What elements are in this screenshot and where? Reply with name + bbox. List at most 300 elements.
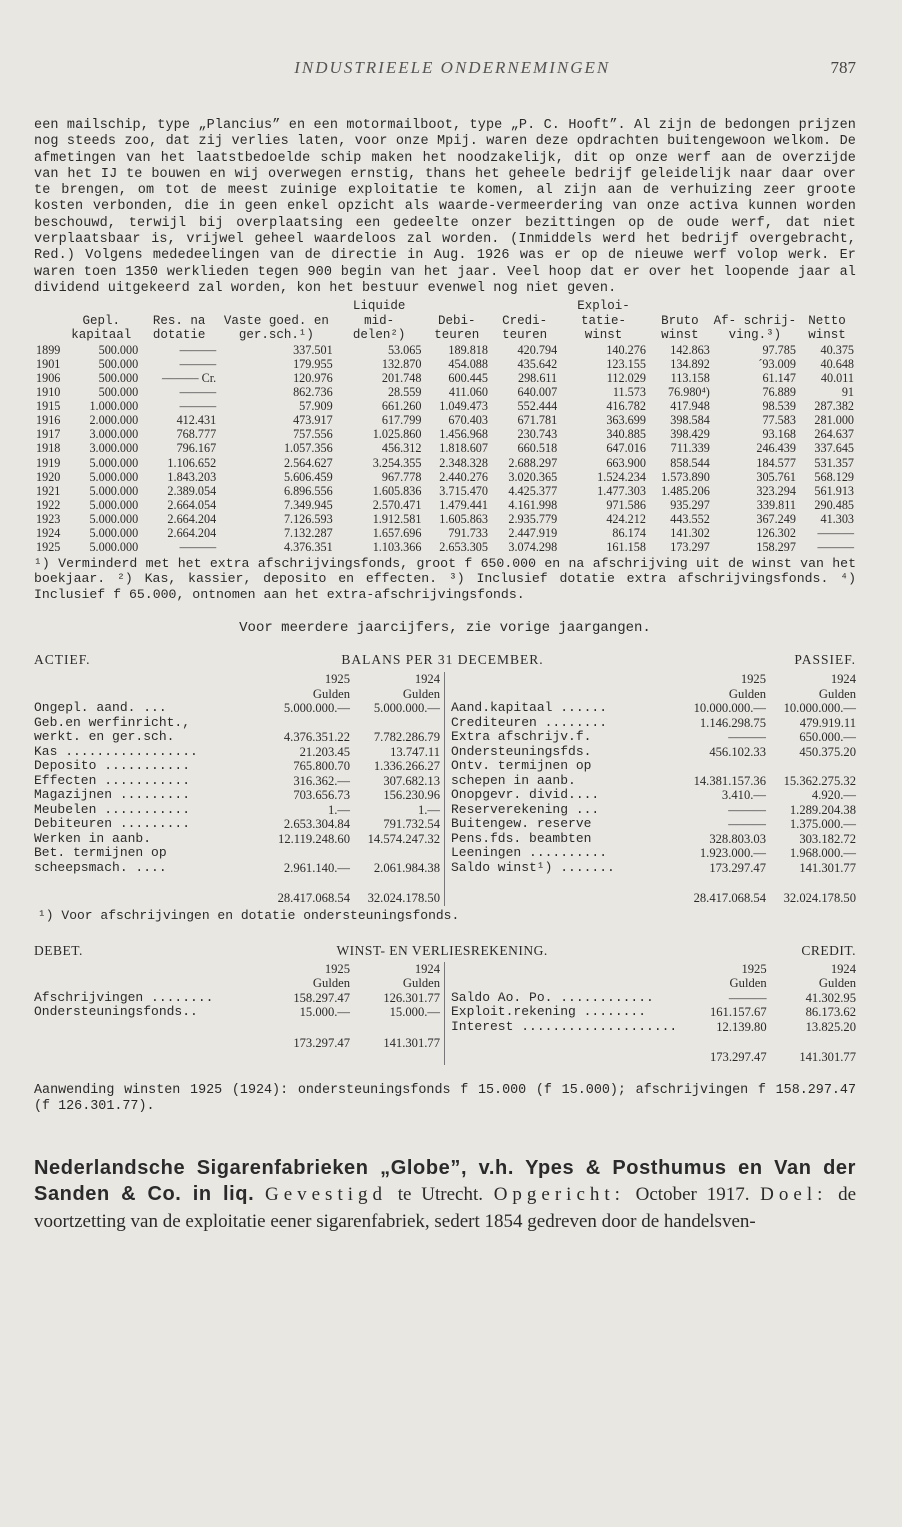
history-cell: 1.057.356 <box>283 441 333 456</box>
ledger-value: ——— <box>728 817 766 832</box>
ledger-row <box>451 701 856 716</box>
ledger-value: 1.336.266.27 <box>373 759 440 774</box>
history-cell: 363.699 <box>606 413 646 428</box>
ledger-value: 12.119.248.60 <box>278 831 350 846</box>
history-cell: 1.477.303 <box>597 483 646 498</box>
history-cell: 76.889 <box>762 385 796 400</box>
ledger-total-row <box>34 1020 440 1051</box>
ledger-value: 1.289.204.38 <box>789 802 856 817</box>
ledger-row <box>451 745 856 760</box>
history-row <box>34 456 856 470</box>
history-cell: 3.020.365 <box>508 469 558 484</box>
passief-table <box>451 672 856 906</box>
history-cell: ——— Cr. <box>162 370 217 385</box>
history-cell: 500.000 <box>98 342 139 357</box>
history-cell: 132.870 <box>381 356 422 371</box>
ledger-value: 5.000.000.— <box>283 701 350 716</box>
ledger-total: 141.301.77 <box>383 1035 440 1050</box>
ledger-row <box>34 730 440 745</box>
ledger-value: ——— <box>728 802 766 817</box>
ledger-value: 4.376.351.22 <box>283 730 350 745</box>
company-location: te Utrecht. <box>397 1183 484 1205</box>
ledger-row <box>34 716 440 731</box>
history-cell: ——— <box>817 540 854 555</box>
history-cell: 281.000 <box>814 413 854 428</box>
ledger-value: 10.000.000.— <box>783 701 856 716</box>
year-header: 1924 <box>830 672 856 687</box>
ledger-label: Bet. termijnen op <box>34 846 167 861</box>
history-cell: 768.777 <box>176 427 217 442</box>
history-row <box>34 385 856 399</box>
ledger-total: 32.024.178.50 <box>367 891 440 906</box>
history-cell: 500.000 <box>98 356 139 371</box>
ledger-label: Onopgevr. divid.... <box>451 788 600 803</box>
ledger-value: 1.— <box>417 802 440 817</box>
ledger-value: 7.782.286.79 <box>373 730 440 745</box>
ledger-label: werkt. en ger.sch. <box>34 730 175 745</box>
history-cell: 4.425.377 <box>508 483 558 498</box>
ledger-label: Deposito ........... <box>34 759 191 774</box>
ledger-total-row <box>34 875 440 906</box>
ledger-value: 2.061.984.38 <box>373 860 440 875</box>
ledger-value: 1.923.000.— <box>699 846 766 861</box>
ledger-row <box>451 730 856 745</box>
history-cell: 298.611 <box>517 370 558 385</box>
ledger-value: 303.182.72 <box>799 831 856 846</box>
gevestigd-label: Gevestigd <box>264 1183 388 1205</box>
year-header: 1925 <box>324 672 350 687</box>
history-cell: 126.302 <box>756 525 796 540</box>
history-cell: 340.885 <box>606 427 646 442</box>
unit-header: Gulden <box>818 976 856 991</box>
profit-loss-account <box>34 962 856 1065</box>
ledger-row <box>34 832 440 847</box>
unit-header: Gulden <box>818 686 856 701</box>
history-cell: 41.303 <box>820 511 854 526</box>
ledger-label: schepen in aanb. <box>451 773 576 788</box>
history-year: 1925 <box>36 540 61 555</box>
pl-debet-column <box>34 962 445 1065</box>
history-cell: 140.276 <box>606 342 646 357</box>
ledger-row <box>34 817 440 832</box>
history-cell: 2.348.328 <box>439 455 488 470</box>
history-row <box>34 343 856 357</box>
history-cell: 337.501 <box>293 342 333 357</box>
ledger-label: Extra afschrijv.f. <box>451 730 592 745</box>
history-cell: 142.863 <box>670 342 710 357</box>
history-cell: ——— <box>179 342 217 357</box>
history-column-header: Bruto winst <box>661 313 699 343</box>
history-cell: ——— <box>179 356 217 371</box>
ledger-row <box>34 759 440 774</box>
history-cell: 3.074.298 <box>508 540 558 555</box>
ledger-value: 10.000.000.— <box>693 701 766 716</box>
history-column-header: Vaste goed. en ger.sch.¹) <box>223 313 329 343</box>
history-cell: 398.429 <box>670 427 710 442</box>
page-number: 787 <box>830 58 856 77</box>
ledger-row <box>451 774 856 789</box>
history-cell: 77.583 <box>762 413 796 428</box>
history-cell: 5.000.000 <box>89 540 139 555</box>
history-cell: 11.573 <box>612 385 646 400</box>
history-cell: 2.000.000 <box>89 413 139 428</box>
ledger-row <box>451 832 856 847</box>
ledger-value: 3.410.— <box>721 788 766 803</box>
ledger-label: Magazijnen ......... <box>34 788 191 803</box>
blank-cell <box>34 962 260 977</box>
ledger-value: 86.173.62 <box>805 1005 856 1020</box>
history-year: 1910 <box>36 385 61 400</box>
history-cell: 1.912.581 <box>372 511 422 526</box>
history-cell: 3.000.000 <box>89 427 139 442</box>
year-header-row <box>451 962 856 977</box>
ledger-row <box>34 803 440 818</box>
history-column-header: Credi- teuren <box>502 313 548 343</box>
ledger-total-row <box>451 1034 856 1065</box>
history-cell: 112.029 <box>606 370 646 385</box>
history-cell: 967.778 <box>381 469 422 484</box>
ledger-value: 15.000.— <box>389 1005 440 1020</box>
history-cell: 5.000.000 <box>89 497 139 512</box>
history-cell: 1.843.203 <box>167 469 217 484</box>
history-cell: 158.297 <box>756 540 796 555</box>
ledger-row <box>451 1005 856 1020</box>
ledger-value: 450.375.20 <box>799 744 856 759</box>
ledger-total: 32.024.178.50 <box>783 891 856 906</box>
ledger-value: 316.362.— <box>293 773 350 788</box>
history-cell: 4.161.998 <box>508 497 558 512</box>
ledger-row <box>34 745 440 760</box>
ledger-total: 173.297.47 <box>293 1035 350 1050</box>
history-cell: 2.664.204 <box>167 511 217 526</box>
history-row <box>34 357 856 371</box>
history-row <box>34 512 856 526</box>
ledger-value: 13.825.20 <box>805 1019 856 1034</box>
history-cell: 246.439 <box>756 441 796 456</box>
history-cell: 5.000.000 <box>89 455 139 470</box>
history-cell: 617.799 <box>381 413 422 428</box>
history-cell: 113.158 <box>670 370 710 385</box>
ledger-row <box>451 788 856 803</box>
pl-heading <box>34 943 856 959</box>
history-cell: 1.106.652 <box>167 455 217 470</box>
history-cell: 5.000.000 <box>89 469 139 484</box>
history-cell: 1.456.968 <box>439 427 488 442</box>
history-cell: 40.648 <box>820 356 854 371</box>
history-cell: 411.060 <box>448 385 488 400</box>
history-cell: 660.518 <box>517 441 558 456</box>
history-cell: ´93.009 <box>758 356 796 371</box>
history-cell: 161.158 <box>606 540 646 555</box>
history-year: 1906 <box>36 370 61 385</box>
ledger-label: Ontv. termijnen op <box>451 759 592 774</box>
history-cell: 1.025.860 <box>372 427 422 442</box>
balance-heading <box>34 652 856 668</box>
balance-sheet <box>34 672 856 906</box>
ledger-row <box>34 1005 440 1020</box>
ledger-value: 14.381.157.36 <box>693 773 766 788</box>
pl-credit-column <box>445 962 856 1065</box>
ledger-value: 479.919.11 <box>799 715 856 730</box>
ledger-value: 15.362.275.32 <box>783 773 856 788</box>
ledger-value: 141.301.77 <box>799 860 856 875</box>
history-cell: 443.552 <box>670 511 710 526</box>
ledger-value: ——— <box>728 730 766 745</box>
actief-table <box>34 672 440 906</box>
ledger-row <box>451 759 856 774</box>
history-year: 1919 <box>36 455 61 470</box>
ledger-value: 650.000.— <box>799 730 856 745</box>
company-name: Nederlandsche Sigarenfabrieken „Globe”, v.h. Ypes & Posthumus en Van der Sanden & Co. in liq. <box>34 1156 856 1205</box>
ledger-value: 161.157.67 <box>709 1005 767 1020</box>
history-cell: 5.606.459 <box>283 469 333 484</box>
history-cell: 971.586 <box>606 497 646 512</box>
history-cell: 435.642 <box>517 356 558 371</box>
ledger-value: 4.920.— <box>811 788 856 803</box>
ledger-value: 456.102.33 <box>709 744 766 759</box>
ledger-row <box>451 861 856 876</box>
history-row <box>34 540 856 554</box>
history-cell: 290.485 <box>814 497 854 512</box>
history-cell: 500.000 <box>98 385 139 400</box>
ledger-value: 21.203.45 <box>299 744 350 759</box>
history-cell: 2.688.297 <box>508 455 558 470</box>
history-cell: 791.733 <box>448 525 488 540</box>
intro-paragraph: een mailschip, type „Plancius” en een motormailboot, type „P. C. Hooft”. Al zijn de bedongen prijzen nog steeds zoo, dat zij verlies laten, voor onze Mpij. waren deze opdrachten buitengewoon welkom. De afmetingen van het laatstbedoelde schip maken het noodzakelijk, dit op onze werf aan de overzijde van het IJ te bouwen en wij overwegen ernstig, thans het geheele bedrijf geleidelijk naar daar over te brengen, om tot de meest zuinige exploitatie te komen, al zijn aan de verhuizing zeer groote kosten verbonden, die in geen enkel opzicht als waarde-vermeerdering van onze activa kunnen worden beschouwd, terwijl bij overplaatsing een gedeelte onzer bezittingen op de oude werf, dat niet verplaatsbaar is, vrijwel geheel waardeloos zal worden. (Inmiddels werd het bedrijf overgebracht, Red.) Volgens mededeelingen van de directie in Aug. 1926 was er op de nieuwe werf volop werk. Er waren toen 1350 werklieden tegen 900 begin van het jaar. Veel hoop dat er over het loopende jaar al dividend uitgekeerd zal worden, kon het bestuur evenwel nog niet geven. <box>34 118 856 296</box>
history-cell: 3.254.355 <box>372 455 422 470</box>
history-cell: 97.785 <box>762 342 796 357</box>
history-cell: 757.556 <box>293 427 333 442</box>
history-cell: 337.645 <box>814 441 854 456</box>
history-column-header: Netto winst <box>808 313 846 343</box>
history-cell: 141.302 <box>670 525 710 540</box>
history-cell: 663.900 <box>606 455 646 470</box>
ledger-value: 13.747.11 <box>390 744 440 759</box>
history-cell: 1.103.366 <box>372 540 422 555</box>
history-row <box>34 470 856 484</box>
year-header-row <box>451 672 856 687</box>
ledger-value: 173.297.47 <box>709 860 766 875</box>
history-row <box>34 399 856 413</box>
credit-table <box>451 962 856 1065</box>
unit-header: Gulden <box>728 686 766 701</box>
year-header: 1924 <box>414 672 440 687</box>
unit-header-row <box>34 976 440 991</box>
ledger-row <box>34 991 440 1006</box>
history-cell: 201.748 <box>381 370 422 385</box>
year-header: 1925 <box>741 961 767 976</box>
unit-header: Gulden <box>402 686 440 701</box>
ledger-value: 1.968.000.— <box>789 846 856 861</box>
ledger-label: Meubelen ........... <box>34 802 191 817</box>
balance-title: BALANS PER 31 DECEMBER. <box>341 652 544 668</box>
history-cell: 7.132.287 <box>283 525 333 540</box>
blank-cell <box>34 672 260 687</box>
history-cell: 398.584 <box>670 413 710 428</box>
ledger-label: Debiteuren ......... <box>34 817 191 832</box>
ledger-row <box>451 846 856 861</box>
history-cell: 858.544 <box>670 455 710 470</box>
ledger-value: 41.302.95 <box>805 990 856 1005</box>
ledger-label: Ondersteuningsfds. <box>451 744 592 759</box>
ledger-value: 1.146.298.75 <box>699 715 766 730</box>
history-cell: 98.539 <box>762 399 796 414</box>
history-cell: 531.357 <box>814 455 854 470</box>
history-cell: 473.917 <box>293 413 333 428</box>
year-header: 1924 <box>414 961 440 976</box>
unit-header: Gulden <box>402 976 440 991</box>
history-cell: 711.339 <box>670 441 710 456</box>
ledger-label: Afschrijvingen ........ <box>34 990 214 1005</box>
history-cell: 417.948 <box>670 399 710 414</box>
year-header: 1925 <box>324 961 350 976</box>
history-column-header <box>34 299 62 343</box>
blank-cell <box>451 875 676 906</box>
history-table-header <box>34 299 856 343</box>
history-row <box>34 427 856 441</box>
year-header: 1924 <box>830 961 856 976</box>
ledger-label: Aand.kapitaal ...... <box>451 701 608 716</box>
history-cell: 2.664.204 <box>167 525 217 540</box>
history-cell: 424.212 <box>606 511 646 526</box>
history-cell: 2.570.471 <box>372 497 422 512</box>
ledger-value <box>766 759 856 774</box>
history-cell: 264.637 <box>814 427 854 442</box>
unit-header: Gulden <box>729 976 767 991</box>
history-column-header: Debi- teuren <box>434 313 480 343</box>
ledger-value: 2.961.140.— <box>283 860 350 875</box>
ledger-label: Ondersteuningsfonds.. <box>34 1005 198 1020</box>
ledger-value: 156.230.96 <box>383 788 440 803</box>
history-cell: 670.403 <box>448 413 488 428</box>
page-header <box>34 58 856 92</box>
ledger-label: Kas ................. <box>34 744 198 759</box>
ledger-total: 173.297.47 <box>709 1050 767 1065</box>
history-cell: 61.147 <box>762 370 796 385</box>
ledger-label: Effecten ........... <box>34 773 191 788</box>
blank-cell <box>34 1020 260 1051</box>
history-cell: 367.249 <box>756 511 796 526</box>
blank-cell <box>34 687 260 702</box>
ledger-label: Pens.fds. beambten <box>451 831 592 846</box>
history-cell: 57.909 <box>299 399 333 414</box>
history-cell: 86.174 <box>612 525 646 540</box>
history-cell: 552.444 <box>517 399 558 414</box>
history-cell: ——— <box>179 385 217 400</box>
history-cell: 1.485.206 <box>661 483 710 498</box>
ledger-row <box>451 1020 856 1035</box>
history-cell: 412.431 <box>176 413 217 428</box>
history-cell: 6.896.556 <box>283 483 333 498</box>
ledger-label: Crediteuren ........ <box>451 715 608 730</box>
blank-cell <box>34 875 260 906</box>
ledger-value: 328.803.03 <box>709 831 766 846</box>
ledger-value: 1.— <box>327 802 350 817</box>
ledger-label: Reserverekening ... <box>451 802 600 817</box>
history-cell: 5.000.000 <box>89 511 139 526</box>
unit-header: Gulden <box>312 976 350 991</box>
pl-title: WINST- EN VERLIESREKENING. <box>336 942 548 958</box>
history-cell: 7.126.593 <box>283 511 333 526</box>
history-column-header: Res. na dotatie <box>152 313 206 343</box>
history-year: 1917 <box>36 427 61 442</box>
balance-footnote: ¹) Voor afschrijvingen en dotatie ondersteuningsfonds. <box>38 907 460 923</box>
history-cell: 1.605.836 <box>372 483 422 498</box>
history-cell: 1.657.696 <box>372 525 422 540</box>
history-cell: 2.564.627 <box>283 455 333 470</box>
ledger-row <box>34 846 440 861</box>
history-year: 1921 <box>36 483 61 498</box>
balance-passief-column <box>445 672 856 906</box>
ledger-total: 141.301.77 <box>799 1050 856 1065</box>
history-column-header: Gepl. kapitaal <box>71 313 132 343</box>
history-cell: 862.736 <box>293 385 333 400</box>
history-year: 1920 <box>36 469 61 484</box>
ledger-value: 12.139.80 <box>716 1019 767 1034</box>
unit-header-row <box>34 687 440 702</box>
history-row <box>34 484 856 498</box>
history-cell: 1.818.607 <box>439 441 488 456</box>
history-cell: 91 <box>841 385 854 400</box>
year-header: 1925 <box>740 672 766 687</box>
history-cell: 123.155 <box>606 356 646 371</box>
doel-label: Doel: <box>760 1183 828 1205</box>
history-cell: 647.016 <box>606 441 646 456</box>
history-cell: 2.935.779 <box>508 511 558 526</box>
history-cell: 53.065 <box>387 342 422 357</box>
history-cell: 134.892 <box>670 356 710 371</box>
see-previous-note: Voor meerdere jaarcijfers, zie vorige jaargangen. <box>239 620 651 637</box>
ledger-total: 28.417.068.54 <box>693 891 766 906</box>
ledger-value: 307.682.13 <box>383 773 440 788</box>
blank-cell <box>451 962 677 977</box>
history-row <box>34 413 856 427</box>
opgericht-value: October 1917. <box>635 1183 750 1205</box>
ledger-row <box>451 716 856 731</box>
history-cell: 1.049.473 <box>439 399 488 414</box>
history-cell: 3.000.000 <box>89 441 139 456</box>
ledger-value: 765.800.70 <box>293 759 350 774</box>
history-cell: 2.447.919 <box>508 525 558 540</box>
history-cell: 416.782 <box>606 399 646 414</box>
running-title: INDUSTRIEELE ONDERNEMINGEN <box>294 58 611 77</box>
ledger-row <box>34 774 440 789</box>
ledger-value: ——— <box>728 990 767 1005</box>
history-cell: 600.445 <box>448 370 488 385</box>
ledger-label: Exploit.rekening ........ <box>451 1005 647 1020</box>
history-table-body <box>34 343 856 554</box>
history-cell: 1.524.234 <box>597 469 646 484</box>
history-table <box>34 299 856 554</box>
pl-credit-label: CREDIT. <box>801 942 856 958</box>
history-row <box>34 441 856 455</box>
ledger-total: 28.417.068.54 <box>277 891 350 906</box>
unit-header-row <box>451 976 856 991</box>
history-cell: 1.479.441 <box>439 497 488 512</box>
history-cell: 7.349.945 <box>283 497 333 512</box>
company-entry <box>34 1155 856 1235</box>
history-year: 1918 <box>36 441 61 456</box>
ledger-value: 791.732.54 <box>383 817 440 832</box>
ledger-value: 5.000.000.— <box>373 701 440 716</box>
history-cell: 2.664.054 <box>167 497 217 512</box>
ledger-value <box>350 846 440 861</box>
ledger-label: Saldo winst¹) ....... <box>451 860 615 875</box>
history-year: 1924 <box>36 525 61 540</box>
blank-cell <box>34 976 260 991</box>
history-cell: 661.260 <box>381 399 422 414</box>
history-cell: 1.573.890 <box>661 469 710 484</box>
